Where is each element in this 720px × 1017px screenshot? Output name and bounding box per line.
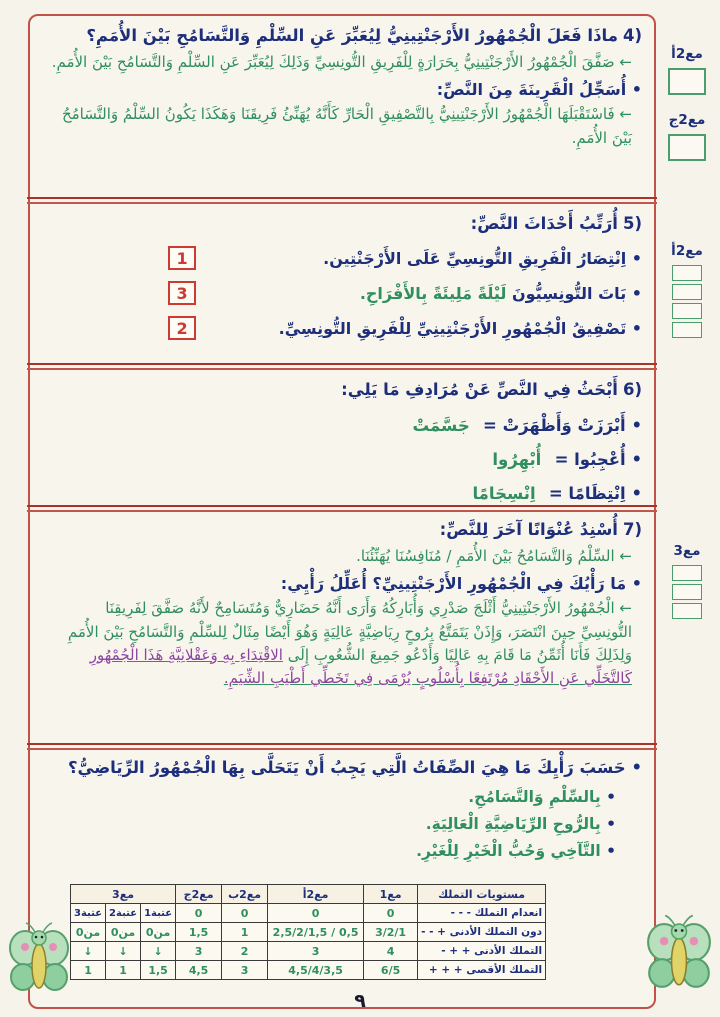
criterion-header: مع1: [364, 885, 418, 904]
margin-score-cells: [658, 565, 716, 619]
score-value: 1,5: [141, 961, 176, 980]
score-value: 3: [268, 942, 364, 961]
score-value: 0: [364, 904, 418, 923]
opinion-answer-purple-part: الاقْتِدَاءِ بِهِ وَعَقْلانِيَّةِ هَذَا الْجُمْهُورِ كَالتَّخَلِّي عَنِ الأَحْقَادِ مُرْتَفِعًا بِأُسْلُوبٍ يُرْمَى فِي تَخَطِّي أَطْيَبِ الشِّيَمِ.: [89, 645, 632, 688]
margin-criterion-label: مع3: [673, 543, 701, 559]
score-value: ↓: [71, 942, 106, 961]
margin-score-cells: [658, 134, 716, 161]
score-value: 3: [176, 942, 222, 961]
section-separator: [27, 505, 657, 512]
question-4-answer-2: ← فَاسْتَقْبَلَهَا الْجُمْهُورُ الأَرْجَنْتِينِيُّ بِالتَّصْفِيقِ الْحَارِّ كَأَنَّهُ يُهَنِّئُ فَرِيقَنَا وَهَكَذَا يَكُونُ السِّلْمُ وَالتَّسَامُحُ بَيْنَ الأُمَمِ.: [61, 105, 632, 147]
grading-table: [70, 884, 546, 980]
level-label: التملك الأدنى + + -: [418, 942, 546, 961]
qualities-question-section: [30, 756, 654, 860]
score-value: ↓: [106, 942, 141, 961]
order-item: [40, 281, 642, 305]
table-row: [71, 961, 546, 980]
score-cell: [672, 284, 702, 300]
opinion-answer-green-part: ← الْجُمْهُورُ الأَرْجَنْتِينِيُّ أَثْلَجَ صَدْرِي وَأُبَارِكُهُ وَأَرَى أَنَّهُ حَضَارِيٌّ وَمُتَسَامِحٌ لأَنَّهُ صَفَّقَ لِفَرِيقِنَا التُّونِسِيِّ حِينَ انْتَصَرَ، وَإِذَنْ يَتَمَتَّعُ بِرُوحٍ رِيَاضِيَّةٍ عَالِيَةٍ وَهُوَ أَيْضًا مِثَالٌ لِلسِّلْمِ وَالتَّسَامُحِ بَيْنَ الأُمَمِ وَلِذَلِكَ فَأَنَا أُثَمِّنُ مَا قَامَ بِهِ عَالِيًا وَأَدْعُو جَمِيعَ الشُّعُوبِ إِلَى: [67, 599, 632, 664]
table-row: [71, 904, 546, 923]
score-value: 1: [106, 961, 141, 980]
score-cell: [672, 603, 702, 619]
synonym-item: [40, 416, 642, 435]
margin-criterion-label: مع2أ: [671, 243, 703, 259]
score-cell: [672, 584, 702, 600]
score-value: 3/2/1: [364, 923, 418, 942]
score-cell: [672, 303, 702, 319]
score-value: 4,5: [176, 961, 222, 980]
quality-item: • التَّآخِي وَحُبُّ الْخَيْرِ لِلْغَيْرِ.: [40, 842, 642, 860]
synonym-item: [40, 484, 642, 503]
question-7-number: 7): [622, 520, 642, 539]
score-value: 2: [222, 942, 268, 961]
synonym-answer: أُبْهِرُوا: [492, 450, 542, 470]
question-7-text: أُسْنِدُ عُنْوَانًا آخَرَ لِلنَّصِّ:: [439, 520, 618, 539]
question-6-title: [40, 378, 642, 401]
question-4-answer-1: ← صَفَّقَ الْجُمْهُورُ الأَرْجَنْتِينِيُّ بِحَرَارَةٍ لِلْفَرِيقِ التُّونِسِيِّ وَذَلِكَ لِيُعَبِّرَ عَنِ السِّلْمِ وَالتَّسَامُحِ بَيْنَ الأُمَمِ.: [51, 53, 632, 72]
synonym-answer: جَسَّمَتْ: [412, 416, 470, 436]
question-7-answer-1: ← السِّلْمُ وَالتَّسَامُحُ بَيْنَ الأُمَمِ / مُنَافِسُنَا يُهَنِّئُنَا.: [356, 547, 632, 566]
score-value: من0: [141, 923, 176, 942]
criterion-header-m3: مع3: [71, 885, 176, 904]
score-value: 0: [268, 904, 364, 923]
score-value: من0: [106, 923, 141, 942]
order-item-text: بَاتَ التُّونِسِيُّونَ: [511, 283, 627, 303]
criterion-header: مع2ج: [176, 885, 222, 904]
page-number: ٩: [354, 990, 366, 1012]
criterion-header: مع2ب: [222, 885, 268, 904]
question-5-title: [40, 212, 642, 235]
order-number-box: 3: [168, 281, 196, 305]
criterion-header: مع2أ: [268, 885, 364, 904]
order-item-handwritten: لَيْلَةً مَلِيئَةً بِالأَفْرَاحِ.: [359, 283, 507, 303]
question-4-number: 4): [622, 26, 642, 45]
table-row: [71, 923, 546, 942]
question-4-section: [30, 24, 654, 150]
score-value: 1: [71, 961, 106, 980]
butterfly-icon: [646, 910, 712, 1002]
question-5-number: 5): [622, 214, 642, 233]
question-6-text: أَبْحَثُ فِي النَّصِّ عَنْ مُرَادِفِ مَا يَلِي:: [341, 380, 618, 399]
synonym-item: [40, 450, 642, 469]
question-7-subquestion: • مَا رَأْيُكَ فِي الْجُمْهُورِ الأَرْجَنْتِينِيِّ؟ أُعَلِّلُ رَأْيِي:: [40, 574, 642, 593]
score-value: 2,5/2/1,5 / 0,5: [268, 923, 364, 942]
table-title-cell: مستويات التملك: [418, 885, 546, 904]
level-label: دون التملك الأدنى + - -: [418, 923, 546, 942]
table-header-row: [71, 885, 546, 904]
qualities-question-title: • حَسَبَ رَأْيِكَ مَا هِيَ الصِّفَاتُ الَّتِي يَجِبُ أَنْ يَتَحَلَّى بِهَا الْجُمْهُورُ الرِّيَاضِيُّ؟: [40, 756, 642, 779]
margin-criterion: [658, 112, 716, 161]
threshold-header: عتبة2: [106, 904, 141, 923]
question-7-title: [40, 518, 642, 541]
section-separator: [27, 743, 657, 750]
score-value: 1: [222, 923, 268, 942]
level-label: التملك الأقصى + + +: [418, 961, 546, 980]
level-label: انعدام التملك - - -: [418, 904, 546, 923]
threshold-header: عتبة1: [141, 904, 176, 923]
score-cell: [668, 134, 706, 161]
score-value: 4,5/4/3,5: [268, 961, 364, 980]
question-5-section: [30, 212, 654, 340]
score-value: 6/5: [364, 961, 418, 980]
order-number-box: 2: [168, 316, 196, 340]
synonym-term: أَبْرَزَتْ وَأَظْهَرَتْ =: [483, 416, 626, 436]
score-value: 0: [176, 904, 222, 923]
question-6-number: 6): [622, 380, 642, 399]
order-item-text: اِنْتِصَارُ الْفَرِيقِ التُّونِسِيِّ عَلَى الأَرْجَنْتِين.: [323, 248, 627, 268]
synonym-term: اِنْتِظَامًا =: [548, 484, 626, 504]
margin-score-cells: [658, 68, 716, 95]
score-cell: [668, 68, 706, 95]
question-4-text: ماذَا فَعَلَ الْجُمْهُورُ الأَرْجَنْتِينِيُّ لِيُعَبِّرَ عَنِ السِّلْمِ وَالتَّسَامُحِ بَيْنَ الأُمَمِ؟: [86, 26, 618, 45]
synonym-answer: اِنْسِجَامًا: [472, 484, 536, 504]
margin-criterion-label: مع2أ: [671, 46, 703, 62]
question-4-title: [40, 24, 642, 47]
score-value: 1,5: [176, 923, 222, 942]
score-value: من0: [71, 923, 106, 942]
butterfly-icon: [8, 920, 70, 1002]
order-item-text: تَصْفِيقُ الْجُمْهُورِ الأَرْجَنْتِينِيِّ لِلْفَرِيقِ التُّونِسِيِّ.: [278, 318, 627, 338]
score-value: 3: [222, 961, 268, 980]
section-separator: [27, 363, 657, 370]
question-5-text: أُرَتِّبُ أَحْدَاثَ النَّصِّ:: [470, 214, 618, 233]
quality-item: • بِالرُّوحِ الرِّيَاضِيَّةِ الْعَالِيَةِ.: [40, 815, 642, 833]
margin-score-cells: [658, 265, 716, 338]
question-4-subquestion: • أُسَجِّلُ الْقَرِينَةَ مِنَ النَّصِّ:: [40, 80, 642, 99]
question-6-section: [30, 378, 654, 503]
margin-criterion: [658, 543, 716, 619]
synonym-term: أُعْجِبُوا =: [554, 450, 626, 470]
order-item: [40, 246, 642, 270]
section-separator: [27, 197, 657, 204]
score-cell: [672, 322, 702, 338]
question-7-section: [30, 518, 654, 690]
margin-criterion-label: مع2ج: [668, 112, 706, 128]
margin-criterion: [658, 46, 716, 95]
threshold-header: عتبة3: [71, 904, 106, 923]
page-border-frame: [28, 14, 656, 1009]
score-cell: [672, 265, 702, 281]
score-value: 0: [222, 904, 268, 923]
table-row: [71, 942, 546, 961]
score-value: ↓: [141, 942, 176, 961]
question-7-opinion-answer: [40, 597, 642, 690]
score-value: 4: [364, 942, 418, 961]
order-number-box: 1: [168, 246, 196, 270]
score-cell: [672, 565, 702, 581]
margin-criterion: [658, 243, 716, 338]
order-item: [40, 316, 642, 340]
quality-item: • بِالسِّلْمِ وَالتَّسَامُحِ.: [40, 788, 642, 806]
